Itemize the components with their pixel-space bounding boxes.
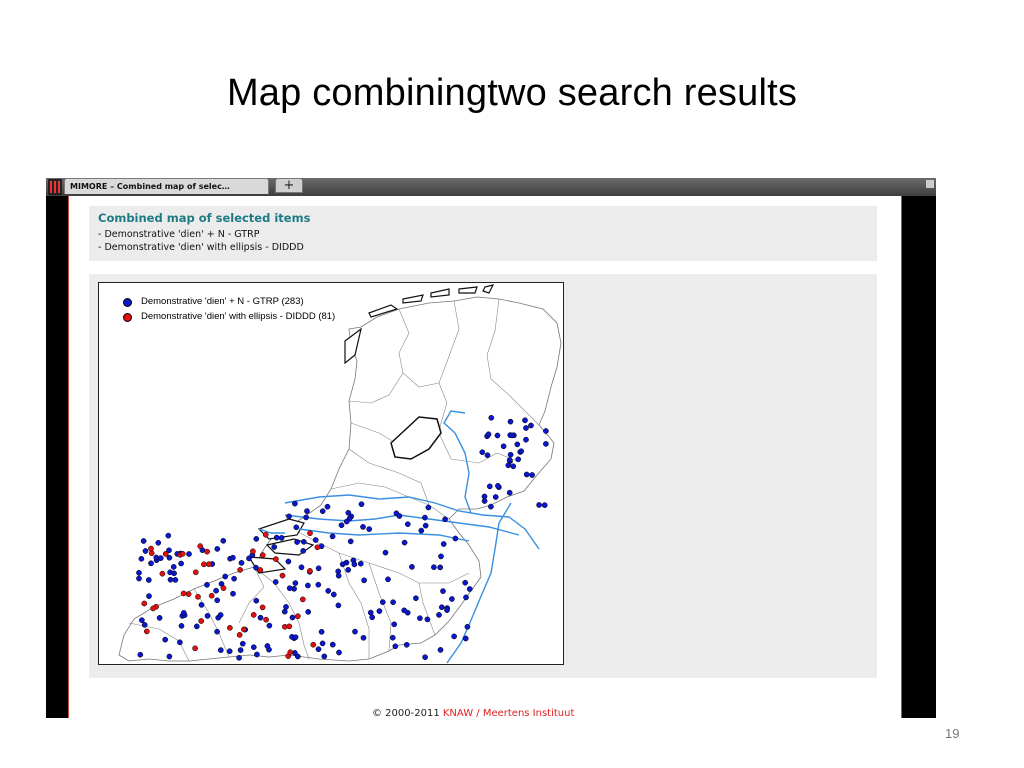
blue-marker[interactable]: [186, 551, 191, 556]
zeeland-islands: [249, 519, 313, 573]
right-page-edge: [901, 196, 902, 718]
blue-marker[interactable]: [423, 655, 428, 660]
blue-marker[interactable]: [304, 515, 309, 520]
marker-layer: [136, 415, 548, 660]
red-marker[interactable]: [288, 650, 293, 655]
blue-marker[interactable]: [136, 576, 141, 581]
blue-marker[interactable]: [346, 567, 351, 572]
blue-marker[interactable]: [453, 536, 458, 541]
blue-marker[interactable]: [274, 535, 279, 540]
blue-marker[interactable]: [385, 577, 390, 582]
blue-marker[interactable]: [352, 629, 357, 634]
blue-marker[interactable]: [227, 649, 232, 654]
blue-marker[interactable]: [449, 596, 454, 601]
blue-marker[interactable]: [348, 539, 353, 544]
blue-marker[interactable]: [543, 441, 548, 446]
blue-marker[interactable]: [467, 586, 472, 591]
blue-marker[interactable]: [377, 609, 382, 614]
blue-marker[interactable]: [344, 519, 349, 524]
blue-marker[interactable]: [287, 586, 292, 591]
blue-marker[interactable]: [439, 605, 444, 610]
blue-marker[interactable]: [254, 536, 259, 541]
blue-marker[interactable]: [194, 624, 199, 629]
blue-marker[interactable]: [304, 509, 309, 514]
blue-marker[interactable]: [316, 566, 321, 571]
slide-page-number: 19: [945, 726, 960, 741]
blue-marker[interactable]: [441, 541, 446, 546]
blue-marker[interactable]: [139, 618, 144, 623]
blue-marker[interactable]: [361, 635, 366, 640]
blue-marker[interactable]: [283, 604, 288, 609]
tab-bar-menu-icon[interactable]: [926, 180, 934, 188]
blue-marker[interactable]: [295, 539, 300, 544]
blue-marker[interactable]: [524, 472, 529, 477]
blue-marker[interactable]: [316, 647, 321, 652]
blue-marker[interactable]: [417, 616, 422, 621]
blue-marker[interactable]: [306, 609, 311, 614]
blue-marker[interactable]: [367, 527, 372, 532]
blue-marker[interactable]: [168, 577, 173, 582]
blue-marker-icon: [123, 298, 132, 307]
blue-marker[interactable]: [463, 580, 468, 585]
blue-marker[interactable]: [136, 570, 141, 575]
blue-marker[interactable]: [360, 524, 365, 529]
slide-title: Map combiningtwo search results: [226, 72, 798, 114]
selected-item-2: - Demonstrative 'dien' with ellipsis - DIDDD: [98, 242, 304, 253]
blue-marker[interactable]: [463, 636, 468, 641]
blue-marker[interactable]: [286, 514, 291, 519]
blue-marker[interactable]: [508, 419, 513, 424]
red-marker[interactable]: [260, 553, 265, 558]
blue-marker[interactable]: [426, 505, 431, 510]
blue-marker[interactable]: [444, 608, 449, 613]
blue-marker[interactable]: [501, 444, 506, 449]
blue-marker[interactable]: [167, 654, 172, 659]
red-marker[interactable]: [221, 586, 226, 591]
blue-marker[interactable]: [295, 654, 300, 659]
blue-marker[interactable]: [543, 428, 548, 433]
blue-marker[interactable]: [431, 565, 436, 570]
red-marker[interactable]: [258, 567, 263, 572]
blue-marker[interactable]: [370, 615, 375, 620]
blue-marker[interactable]: [537, 502, 542, 507]
red-marker[interactable]: [300, 597, 305, 602]
blue-marker[interactable]: [508, 452, 513, 457]
blue-marker[interactable]: [254, 652, 259, 657]
blue-marker[interactable]: [405, 522, 410, 527]
blue-marker[interactable]: [452, 634, 457, 639]
blue-marker[interactable]: [177, 640, 182, 645]
blue-marker[interactable]: [218, 612, 223, 617]
blue-marker[interactable]: [181, 610, 186, 615]
footer-link[interactable]: KNAW / Meertens Instituut: [442, 708, 575, 718]
blue-marker[interactable]: [506, 463, 511, 468]
red-marker[interactable]: [227, 625, 232, 630]
blue-marker[interactable]: [157, 615, 162, 620]
blue-marker[interactable]: [402, 540, 407, 545]
blue-marker[interactable]: [267, 623, 272, 628]
blue-marker[interactable]: [141, 538, 146, 543]
blue-marker[interactable]: [440, 589, 445, 594]
red-marker[interactable]: [144, 629, 149, 634]
blue-marker[interactable]: [138, 652, 143, 657]
blue-marker[interactable]: [320, 641, 325, 646]
blue-marker[interactable]: [299, 565, 304, 570]
blue-marker[interactable]: [142, 622, 147, 627]
blue-marker[interactable]: [331, 592, 336, 597]
blue-marker[interactable]: [273, 579, 278, 584]
blue-marker[interactable]: [286, 559, 291, 564]
flevoland-polder: [391, 417, 441, 459]
footer-copyright: © 2000-2011: [372, 708, 443, 718]
blue-marker[interactable]: [292, 501, 297, 506]
blue-marker[interactable]: [425, 617, 430, 622]
red-marker[interactable]: [163, 551, 168, 556]
blue-marker[interactable]: [293, 581, 298, 586]
blue-marker[interactable]: [507, 490, 512, 495]
browser-tab-active[interactable]: MIMORE – Combined map of selec…: [64, 178, 269, 194]
blue-marker[interactable]: [495, 483, 500, 488]
blue-marker[interactable]: [282, 609, 287, 614]
blue-marker[interactable]: [352, 562, 357, 567]
red-marker[interactable]: [201, 562, 206, 567]
blue-marker[interactable]: [326, 588, 331, 593]
red-marker[interactable]: [250, 549, 255, 554]
blue-marker[interactable]: [336, 573, 341, 578]
new-tab-button[interactable]: +: [275, 178, 303, 193]
blue-marker[interactable]: [493, 494, 498, 499]
red-marker[interactable]: [142, 601, 147, 606]
blue-marker[interactable]: [515, 442, 520, 447]
blue-marker[interactable]: [404, 642, 409, 647]
blue-marker[interactable]: [199, 602, 204, 607]
blue-marker[interactable]: [230, 555, 235, 560]
blue-marker[interactable]: [528, 423, 533, 428]
blue-marker[interactable]: [254, 598, 259, 603]
blue-marker[interactable]: [322, 654, 327, 659]
blue-marker[interactable]: [237, 655, 242, 660]
blue-marker[interactable]: [438, 554, 443, 559]
page-footer: [372, 708, 574, 718]
blue-marker[interactable]: [238, 648, 243, 653]
blue-marker[interactable]: [146, 594, 151, 599]
red-marker[interactable]: [206, 562, 211, 567]
red-marker[interactable]: [280, 573, 285, 578]
map-canvas[interactable]: [99, 283, 563, 664]
blue-marker[interactable]: [139, 556, 144, 561]
blue-marker[interactable]: [523, 425, 528, 430]
browser-logo-icon: [48, 179, 62, 195]
blue-marker[interactable]: [482, 498, 487, 503]
blue-marker[interactable]: [368, 610, 373, 615]
red-marker[interactable]: [193, 570, 198, 575]
blue-marker[interactable]: [339, 523, 344, 528]
blue-marker[interactable]: [163, 637, 168, 642]
blue-marker[interactable]: [301, 539, 306, 544]
blue-marker[interactable]: [290, 615, 295, 620]
blue-marker[interactable]: [507, 458, 512, 463]
blue-marker[interactable]: [143, 548, 148, 553]
blue-marker[interactable]: [230, 591, 235, 596]
blue-marker[interactable]: [443, 517, 448, 522]
red-marker[interactable]: [241, 627, 246, 632]
blue-marker[interactable]: [325, 504, 330, 509]
blue-marker[interactable]: [179, 623, 184, 628]
blue-marker[interactable]: [239, 560, 244, 565]
web-page: [69, 196, 901, 718]
blue-marker[interactable]: [171, 564, 176, 569]
blue-marker[interactable]: [294, 525, 299, 530]
red-marker[interactable]: [307, 568, 312, 573]
blue-marker[interactable]: [205, 613, 210, 618]
blue-marker[interactable]: [480, 450, 485, 455]
blue-marker[interactable]: [279, 535, 284, 540]
blue-marker[interactable]: [214, 588, 219, 593]
blue-marker[interactable]: [509, 433, 514, 438]
blue-marker[interactable]: [436, 612, 441, 617]
red-marker[interactable]: [209, 593, 214, 598]
blue-marker[interactable]: [522, 418, 527, 423]
blue-marker[interactable]: [305, 583, 310, 588]
blue-marker[interactable]: [330, 642, 335, 647]
blue-marker[interactable]: [258, 615, 263, 620]
red-marker[interactable]: [199, 618, 204, 623]
red-marker[interactable]: [205, 549, 210, 554]
blue-marker[interactable]: [511, 464, 516, 469]
blue-marker[interactable]: [215, 629, 220, 634]
blue-marker[interactable]: [251, 645, 256, 650]
red-marker[interactable]: [238, 567, 243, 572]
red-marker[interactable]: [287, 624, 292, 629]
blue-marker[interactable]: [313, 537, 318, 542]
blue-marker[interactable]: [495, 433, 500, 438]
red-marker[interactable]: [160, 571, 165, 576]
results-header: [89, 206, 877, 261]
blue-marker[interactable]: [438, 647, 443, 652]
blue-marker[interactable]: [516, 457, 521, 462]
blue-marker[interactable]: [168, 570, 173, 575]
blue-marker[interactable]: [215, 598, 220, 603]
blue-marker[interactable]: [488, 504, 493, 509]
blue-marker[interactable]: [166, 533, 171, 538]
red-marker[interactable]: [307, 531, 312, 536]
red-marker[interactable]: [193, 646, 198, 651]
blue-marker[interactable]: [215, 546, 220, 551]
red-marker[interactable]: [237, 632, 242, 637]
blue-marker[interactable]: [380, 600, 385, 605]
blue-marker[interactable]: [221, 538, 226, 543]
blue-marker[interactable]: [362, 578, 367, 583]
red-marker[interactable]: [195, 594, 200, 599]
blue-marker[interactable]: [336, 650, 341, 655]
browser-tab-bar: [46, 178, 936, 196]
combined-map[interactable]: [98, 282, 564, 665]
red-marker[interactable]: [181, 591, 186, 596]
blue-marker[interactable]: [402, 608, 407, 613]
blue-marker[interactable]: [173, 577, 178, 582]
red-marker[interactable]: [264, 617, 269, 622]
blue-marker[interactable]: [346, 510, 351, 515]
blue-marker[interactable]: [530, 472, 535, 477]
blue-marker[interactable]: [489, 415, 494, 420]
blue-marker[interactable]: [272, 544, 277, 549]
blue-marker[interactable]: [319, 629, 324, 634]
red-marker[interactable]: [149, 551, 154, 556]
blue-marker[interactable]: [232, 576, 237, 581]
blue-marker[interactable]: [413, 596, 418, 601]
blue-marker[interactable]: [336, 603, 341, 608]
province-borders: [129, 299, 539, 661]
blue-marker[interactable]: [223, 574, 228, 579]
blue-marker[interactable]: [419, 528, 424, 533]
red-marker[interactable]: [260, 605, 265, 610]
red-marker[interactable]: [251, 612, 256, 617]
blue-marker[interactable]: [330, 534, 335, 539]
red-marker[interactable]: [295, 614, 300, 619]
red-marker[interactable]: [311, 642, 316, 647]
blue-marker[interactable]: [156, 540, 161, 545]
red-marker-icon: [123, 313, 132, 322]
blue-marker[interactable]: [523, 437, 528, 442]
blue-marker[interactable]: [422, 515, 427, 520]
blue-marker[interactable]: [485, 453, 490, 458]
legend-label-diddd: Demonstrative 'dien' with ellipsis - DIDDD (81): [141, 311, 336, 322]
blue-marker[interactable]: [465, 624, 470, 629]
blue-marker[interactable]: [204, 582, 209, 587]
red-marker[interactable]: [148, 546, 153, 551]
blue-marker[interactable]: [293, 635, 298, 640]
red-marker[interactable]: [151, 606, 156, 611]
blue-marker[interactable]: [179, 561, 184, 566]
blue-marker[interactable]: [154, 555, 159, 560]
blue-marker[interactable]: [397, 513, 402, 518]
red-marker[interactable]: [180, 551, 185, 556]
red-marker[interactable]: [198, 544, 203, 549]
selected-item-1: - Demonstrative 'dien' + N - GTRP: [98, 229, 260, 240]
blue-marker[interactable]: [438, 565, 443, 570]
blue-marker[interactable]: [392, 622, 397, 627]
blue-marker[interactable]: [486, 432, 491, 437]
blue-marker[interactable]: [519, 449, 524, 454]
blue-marker[interactable]: [390, 635, 395, 640]
map-panel: [89, 274, 877, 678]
blue-marker[interactable]: [359, 502, 364, 507]
blue-marker[interactable]: [383, 550, 388, 555]
wadden-islands: [345, 285, 493, 363]
blue-marker[interactable]: [320, 509, 325, 514]
blue-marker[interactable]: [265, 643, 270, 648]
blue-marker[interactable]: [301, 548, 306, 553]
blue-marker[interactable]: [358, 561, 363, 566]
blue-marker[interactable]: [148, 561, 153, 566]
blue-marker[interactable]: [463, 595, 468, 600]
legend-label-gtrp: Demonstrative 'dien' + N - GTRP (283): [141, 296, 304, 307]
browser-screenshot: [46, 178, 936, 718]
blue-marker[interactable]: [146, 577, 151, 582]
red-marker[interactable]: [273, 557, 278, 562]
red-marker[interactable]: [186, 592, 191, 597]
blue-marker[interactable]: [542, 503, 547, 508]
blue-marker[interactable]: [344, 560, 349, 565]
right-window-border: [902, 196, 936, 718]
blue-marker[interactable]: [316, 582, 321, 587]
blue-marker[interactable]: [240, 641, 245, 646]
blue-marker[interactable]: [409, 564, 414, 569]
red-marker[interactable]: [263, 532, 268, 537]
red-marker[interactable]: [315, 545, 320, 550]
blue-marker[interactable]: [218, 648, 223, 653]
blue-marker[interactable]: [423, 523, 428, 528]
blue-marker[interactable]: [393, 644, 398, 649]
blue-marker[interactable]: [487, 484, 492, 489]
left-window-border: [46, 196, 68, 718]
results-title: Combined map of selected items: [98, 211, 311, 225]
blue-marker[interactable]: [391, 600, 396, 605]
